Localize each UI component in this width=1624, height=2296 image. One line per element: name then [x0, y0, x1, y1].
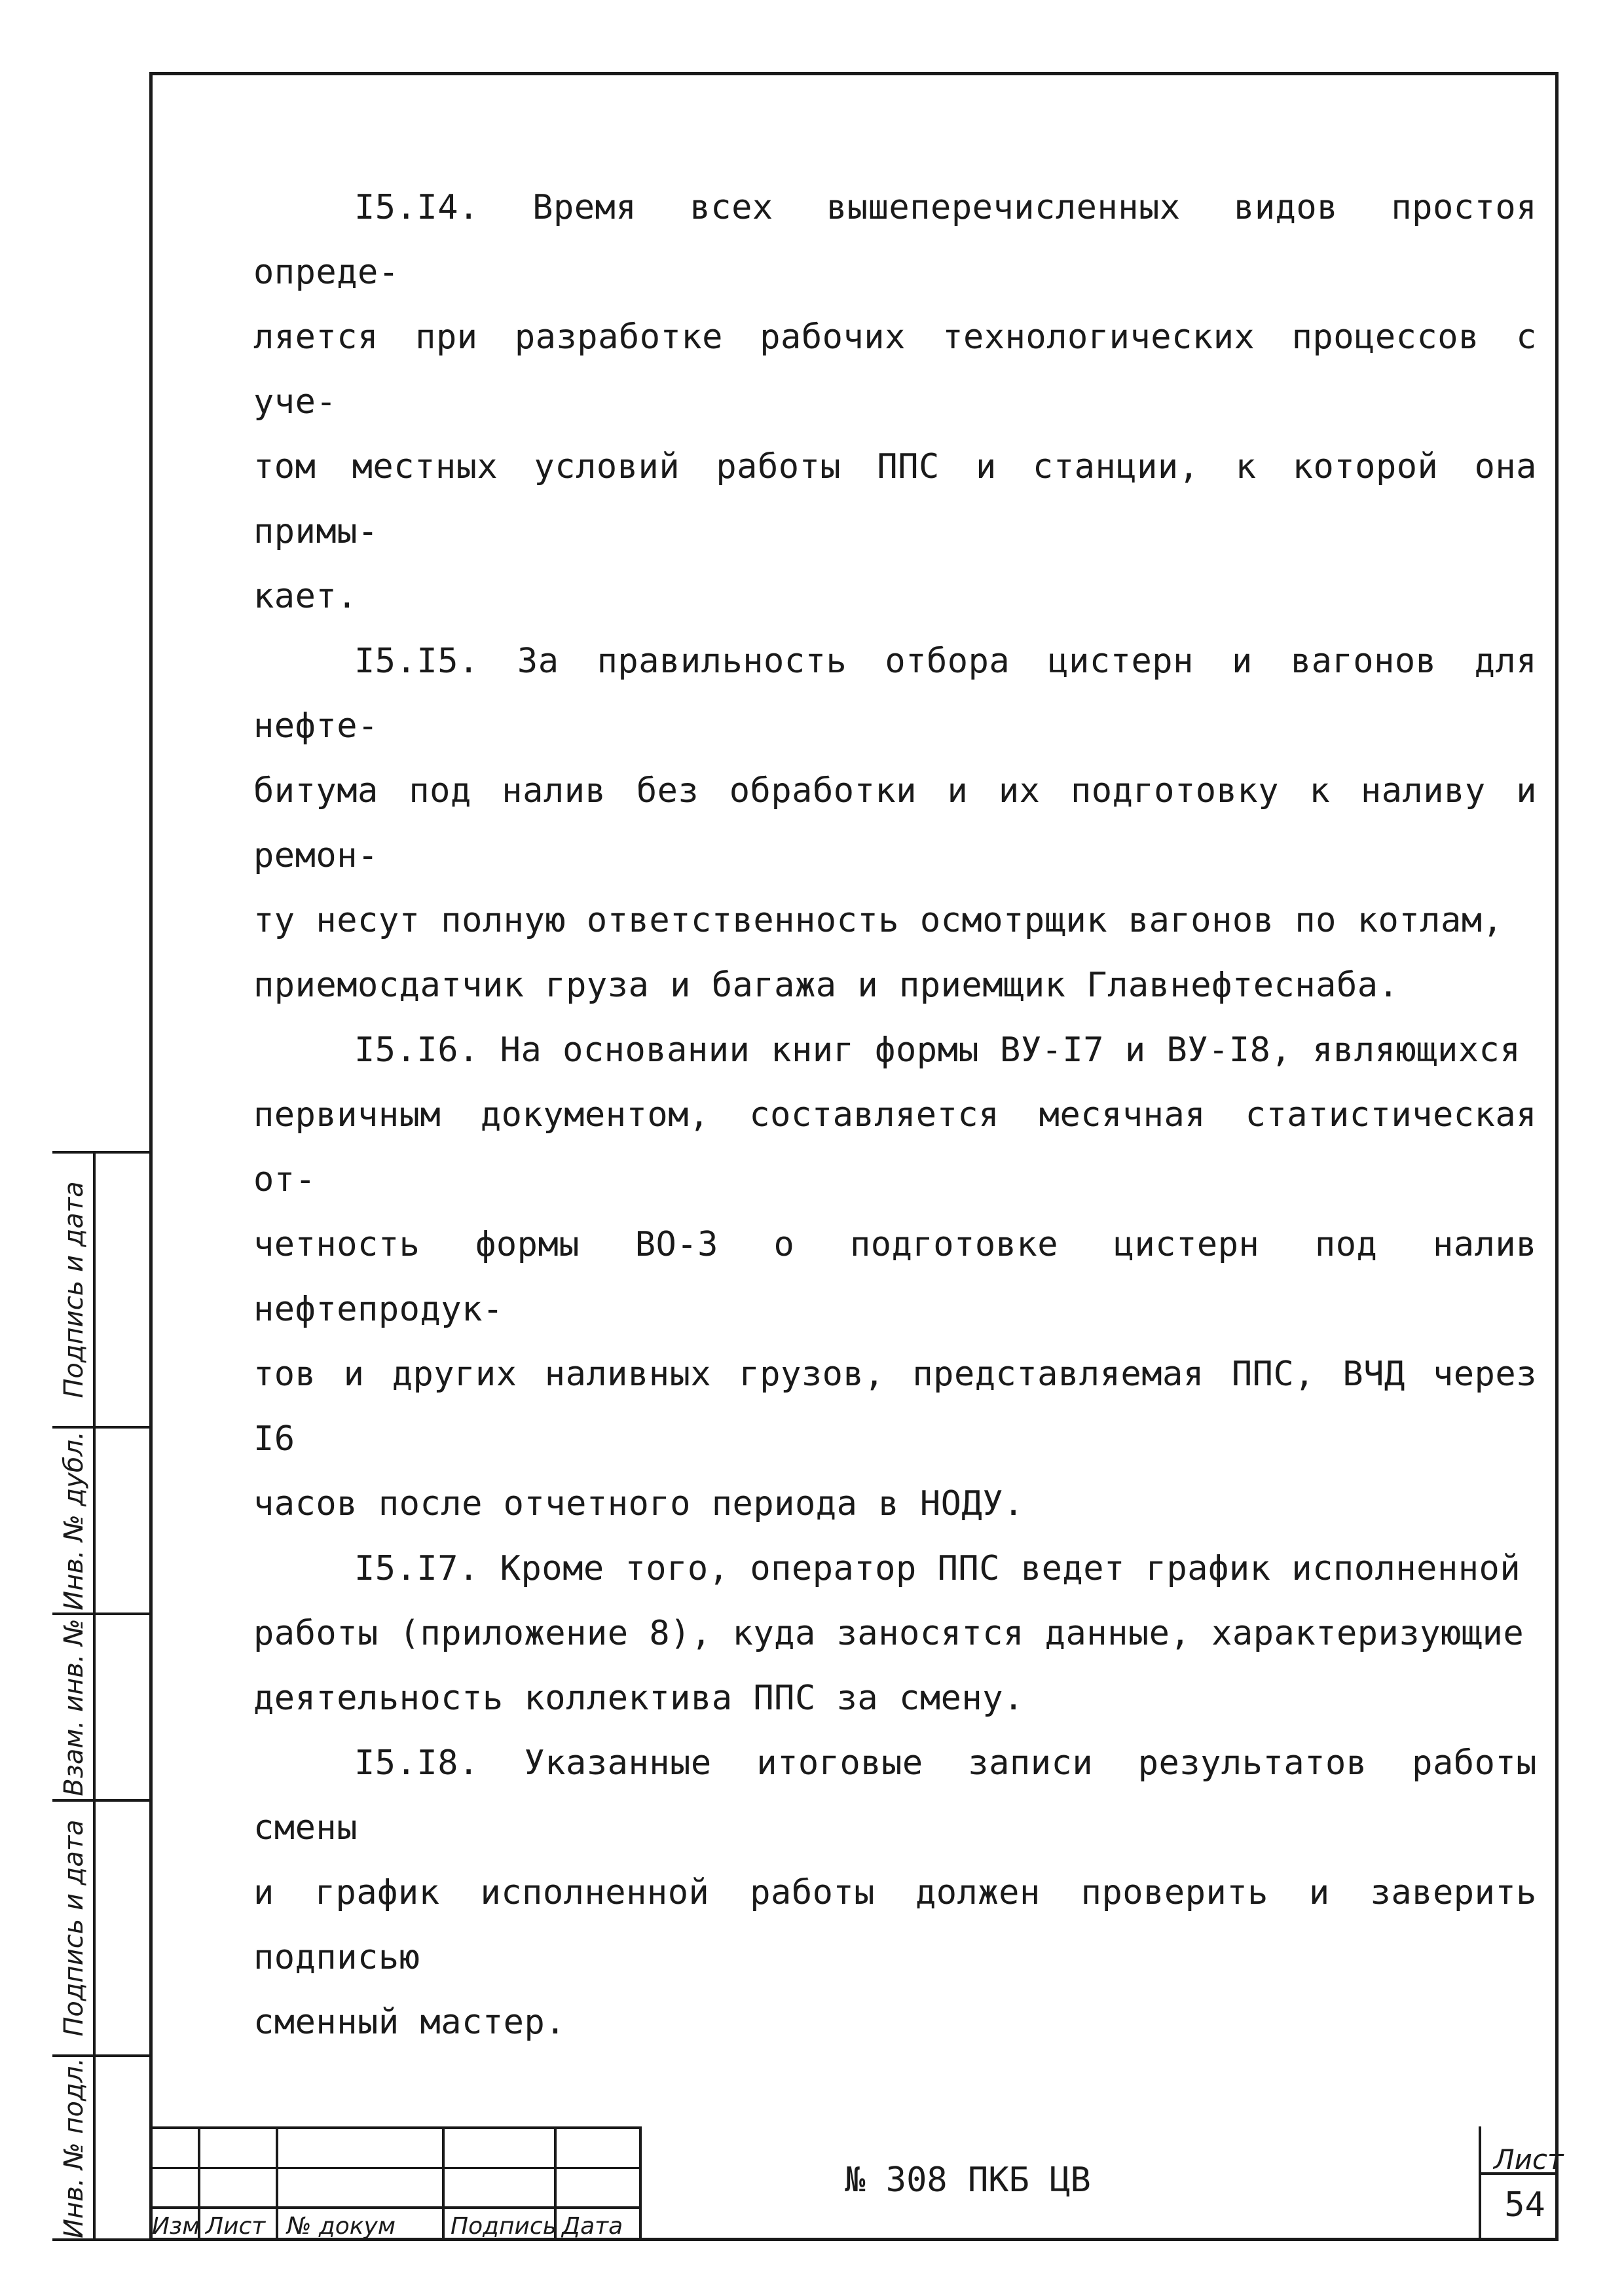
sheet-label: Лист [1494, 2143, 1564, 2176]
text-line: кает. [253, 577, 358, 616]
side-label-sign-date-2: Подпись и дата [59, 1181, 89, 1398]
side-label-inv-orig: Инв. № подл. [59, 2057, 89, 2238]
text-line: I5.I6. На основании книг формы ВУ-I7 и ВУ-I8, являющихся [354, 1030, 1521, 1070]
text-line: часов после отчетного периода в НОДУ. [253, 1484, 1024, 1523]
title-block [149, 2126, 1564, 2241]
text-line: I5.I8. Указанные итоговые записи результатов работы смены [253, 1743, 1537, 1848]
text-line: битума под налив без обработки и их подготовку к наливу и ремон- [253, 771, 1537, 875]
side-cell-inv-orig [52, 2054, 151, 2241]
document-code: № 308 ПКБ ЦВ [845, 2160, 1091, 2200]
sheet-number: 54 [1504, 2185, 1545, 2225]
side-label-sign-date-1: Подпись и дата [59, 1819, 89, 2037]
side-label-inv-dup: Инв. № дубл. [59, 1430, 89, 1611]
text-line: приемосдатчик груза и багажа и приемщик Главнефтеснаба. [253, 966, 1399, 1005]
text-line: ту несут полную ответственность осмотрщик вагонов по котлам, [253, 901, 1504, 940]
text-line: четность формы ВО-3 о подготовке цистерн под налив нефтепродук- [253, 1225, 1537, 1329]
text-line: ляется при разработке рабочих технологических процессов с уче- [253, 318, 1537, 422]
text-line: работы (приложение 8), куда заносятся данные, характеризующие [253, 1614, 1524, 1653]
side-cell-sign-date-2 [52, 1151, 151, 1426]
text-line: том местных условий работы ППС и станции, к которой она примы- [253, 447, 1537, 551]
tb-caption-sheet: Лист [206, 2213, 266, 2240]
side-cell-sign-date-1 [52, 1799, 151, 2054]
body-text [253, 175, 1537, 2055]
text-line: I5.I4. Время всех вышеперечисленных видов простоя опреде- [253, 188, 1537, 292]
tb-caption-signature: Подпись [451, 2213, 557, 2240]
text-line: и график исполненной работы должен проверить и заверить подписью [253, 1873, 1537, 1977]
tb-caption-date: Дата [562, 2213, 623, 2240]
text-line: I5.I7. Кроме того, оператор ППС ведет график исполненной [354, 1549, 1521, 1588]
text-line: деятельность коллектива ППС за смену. [253, 1679, 1024, 1718]
tb-caption-change: Изм [152, 2213, 200, 2240]
text-line: первичным документом, составляется месячная статистическая от- [253, 1095, 1537, 1199]
side-cell-replace-inv [52, 1613, 151, 1799]
side-cell-inv-dup [52, 1426, 151, 1613]
text-line: тов и других наливных грузов, представляемая ППС, ВЧД через I6 [253, 1355, 1537, 1459]
text-line: I5.I5. За правильность отбора цистерн и вагонов для нефте- [253, 642, 1537, 746]
text-line: сменный мастер. [253, 2003, 566, 2042]
side-stamp [52, 1151, 151, 2241]
tb-caption-doc-no: № докум [287, 2213, 396, 2240]
side-label-replace-inv: Взам. инв. № [59, 1618, 89, 1796]
